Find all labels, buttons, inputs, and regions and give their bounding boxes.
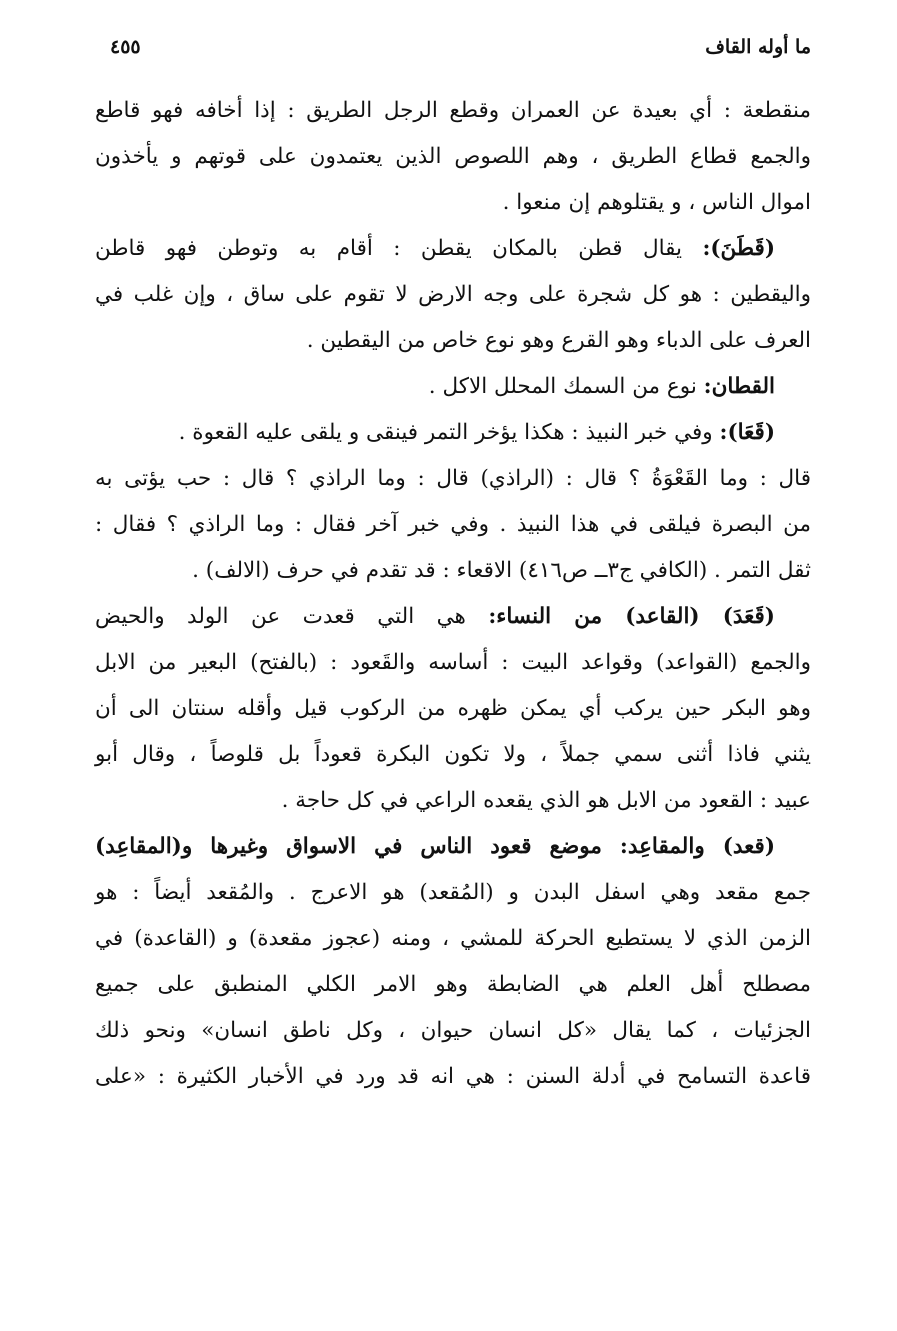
text-line: مصطلح أهل العلم هي الضابطة وهو الامر الكلي المنطبق على جميع — [95, 972, 811, 997]
entry-term: القطان: — [703, 374, 775, 399]
text-line: قال : وما القَعْوَةُ ؟ قال : (الراذي) قال : وما الراذي ؟ قال : حب يؤتى به — [95, 466, 811, 491]
text-line: القطان: نوع من السمك المحلل الاكل . — [428, 374, 775, 399]
text-line: ثقل التمر . (الكافي ج٣ــ ص٤١٦) الاقعاء : قد تقدم في حرف (الالف) . — [192, 558, 811, 583]
text-line: العرف على الدباء وهو القرع وهو نوع خاص من اليقطين . — [306, 328, 811, 353]
text-line: يثني فاذا أثنى سمي جملاً ، ولا تكون البكرة قعوداً بل قلوصاً ، وقال أبو — [95, 742, 811, 767]
text-line: (قَطَنَ): يقال قطن بالمكان يقطن : أقام به وتوطن فهو قاطن — [95, 236, 775, 261]
text-line: جمع مقعد وهي اسفل البدن و (المُقعد) هو الاعرج . والمُقعد أيضاً : هو — [95, 880, 811, 905]
text-line: (قَعَدَ) (القاعد) من النساء: هي التي قعدت عن الولد والحيض — [95, 604, 775, 629]
text-line: واليقطين : هو كل شجرة على وجه الارض لا تقوم على ساق ، وإن غلب في — [95, 282, 811, 307]
text-line: وهو البكر حين يركب أي يمكن ظهره من الركوب قيل وأقله سنتان الى أن — [95, 696, 811, 721]
text-line: الزمن الذي لا يستطيع الحركة للمشي ، ومنه (عجوز مقعدة) و (القاعدة) في — [95, 926, 811, 951]
text-line: والجمع قطاع الطريق ، وهم اللصوص الذين يعتمدون على قوتهم و يأخذون — [95, 144, 811, 169]
page-number: ٤٥٥ — [110, 36, 141, 58]
body-text — [95, 88, 811, 1100]
page-header — [110, 36, 811, 68]
running-title: ما أوله القاف — [705, 36, 811, 58]
text-line: قاعدة التسامح في أدلة السنن : هي انه قد ورد في الأخبار الكثيرة : «على — [95, 1064, 811, 1089]
text-line: الجزئيات ، كما يقال «كل انسان حيوان ، وكل ناطق انسان» ونحو ذلك — [95, 1018, 811, 1043]
entry-term: (قَعَدَ) (القاعد) من النساء: — [488, 604, 775, 629]
text-line — [95, 824, 811, 870]
text-line: من البصرة فيلقى في هذا النبيذ . وفي خبر آخر فقال : وما الراذي ؟ فقال : — [95, 512, 811, 537]
entry-term: (قَطَنَ): — [702, 236, 775, 261]
text-line: (قَعَا): وفي خبر النبيذ : هكذا يؤخر التمر فينقى و يلقى عليه القعوة . — [178, 420, 775, 445]
text-line: منقطعة : أي بعيدة عن العمران وقطع الرجل الطريق : إذا أخافه فهو قاطع — [95, 98, 811, 123]
text-line: اموال الناس ، و يقتلوهم إن منعوا . — [502, 190, 811, 215]
text-line: عبيد : القعود من الابل هو الذي يقعده الراعي في كل حاجة . — [281, 788, 811, 813]
entry-term: (قعد) والمقاعِد: موضع قعود الناس في الاسواق وغيرها و(المقاعِد) — [95, 834, 775, 859]
entry-term: (قَعَا): — [719, 420, 775, 445]
text-line: والجمع (القواعد) وقواعد البيت : أساسه والقَعود : (بالفتح) البعير من الابل — [95, 650, 811, 675]
